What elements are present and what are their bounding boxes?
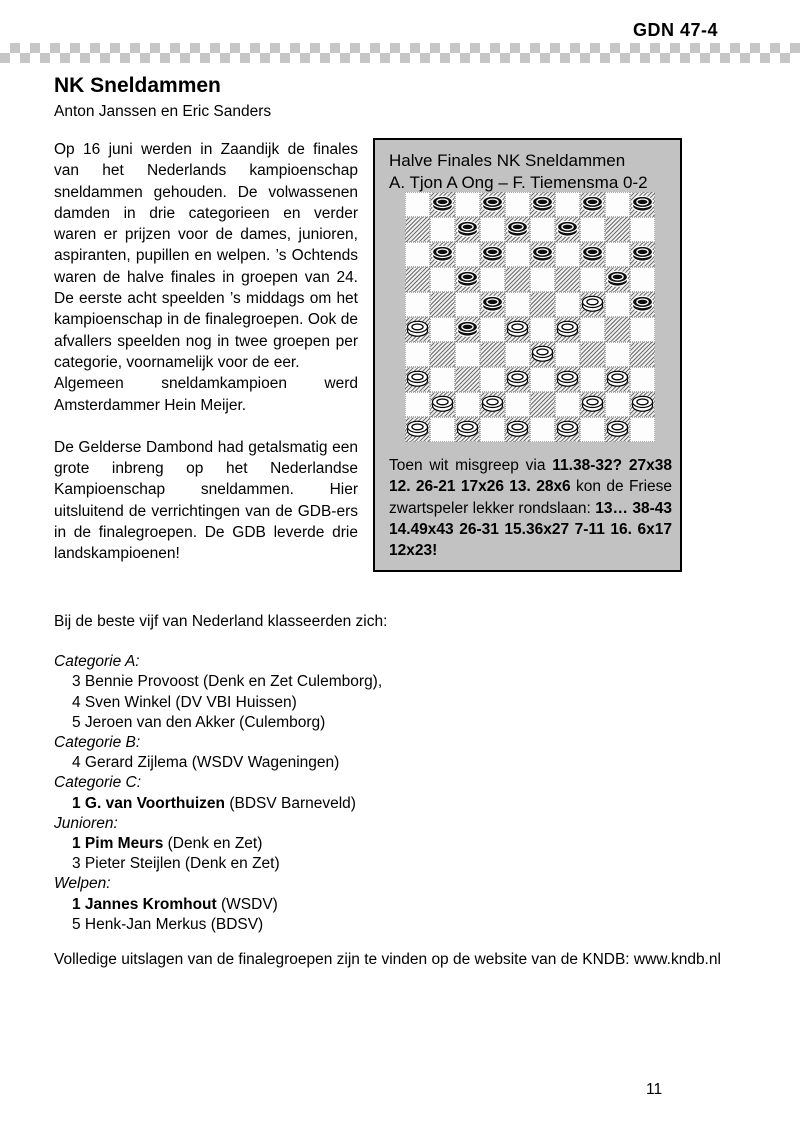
board-cell — [455, 217, 480, 242]
result-entry-bold: 1 G. van Voorthuizen — [72, 794, 226, 812]
white-piece — [405, 316, 430, 341]
white-piece — [580, 291, 605, 316]
white-piece — [430, 391, 455, 416]
paragraph: Algemeen sneldamkampioen werd Amsterdammer Hein Meijer. — [54, 375, 358, 414]
board-cell — [505, 392, 530, 417]
board-cell — [530, 192, 555, 217]
board-cell — [555, 367, 580, 392]
board-cell — [405, 392, 430, 417]
category-label: Categorie A: — [54, 653, 140, 671]
black-piece — [580, 241, 605, 266]
board-cell — [630, 192, 655, 217]
board-cell — [555, 317, 580, 342]
board-cell — [405, 342, 430, 367]
paragraph: De Gelderse Dambond had getalsmatig een grote inbreng op het Nederlandse Kampioenschap sneldammen. Hier uitsluitend de verrichtingen van de GDB-ers in de finalegroepen. De GDB leverde drie landskampioenen! — [54, 438, 358, 563]
gdb-paragraphs — [54, 437, 358, 565]
board-cell — [530, 367, 555, 392]
board-cell — [580, 242, 605, 267]
result-entry: 1 Jannes Kromhout (WSDV) — [72, 895, 278, 913]
category-label: Welpen: — [54, 875, 111, 893]
board-cell — [505, 292, 530, 317]
board-cell — [630, 317, 655, 342]
board-cell — [555, 267, 580, 292]
caption-text: kon de Friese zwartspeler lekker rondslaan: — [389, 478, 673, 517]
white-piece — [605, 416, 630, 441]
board-cell — [480, 267, 505, 292]
white-piece — [405, 416, 430, 441]
result-entry: 1 Pim Meurs (Denk en Zet) — [72, 835, 263, 853]
board-cell — [630, 367, 655, 392]
board-cell — [605, 192, 630, 217]
board-cell — [455, 242, 480, 267]
board-cell — [580, 292, 605, 317]
board-cell — [555, 417, 580, 442]
white-piece — [555, 316, 580, 341]
white-piece — [555, 366, 580, 391]
board-cell — [405, 417, 430, 442]
board-cell — [430, 342, 455, 367]
issue-reference: GDN 47-4 — [633, 20, 719, 40]
results-list — [54, 652, 746, 935]
diagram-players: A. Tjon A Ong – F. Tiemensma 0-2 — [389, 173, 648, 192]
board-cell — [605, 317, 630, 342]
result-entry: 3 Pieter Steijlen (Denk en Zet) — [72, 855, 280, 873]
black-piece — [530, 241, 555, 266]
board-cell — [455, 192, 480, 217]
black-piece — [580, 191, 605, 216]
intro-paragraphs — [54, 139, 358, 416]
board-cell — [430, 292, 455, 317]
board-cell — [480, 242, 505, 267]
black-piece — [630, 291, 655, 316]
white-piece — [405, 366, 430, 391]
board-cell — [430, 267, 455, 292]
result-entry: 5 Henk-Jan Merkus (BDSV) — [72, 915, 264, 933]
board-cell — [630, 392, 655, 417]
diagram-title: Halve Finales NK Sneldammen — [389, 151, 626, 170]
board-cell — [605, 242, 630, 267]
board-cell — [580, 392, 605, 417]
board-cell — [405, 367, 430, 392]
black-piece — [430, 191, 455, 216]
board-cell — [605, 392, 630, 417]
board-cell — [530, 267, 555, 292]
black-piece — [555, 216, 580, 241]
board-cell — [405, 317, 430, 342]
board-cell — [455, 267, 480, 292]
board-cell — [630, 417, 655, 442]
board-cell — [480, 417, 505, 442]
board-cell — [630, 292, 655, 317]
board-cell — [555, 342, 580, 367]
board-cell — [405, 217, 430, 242]
article-title: NK Sneldammen — [54, 74, 221, 97]
black-piece — [630, 241, 655, 266]
board-cell — [630, 267, 655, 292]
board-cell — [405, 242, 430, 267]
board-cell — [480, 192, 505, 217]
board-cell — [630, 217, 655, 242]
board-cell — [530, 417, 555, 442]
board-cell — [480, 317, 505, 342]
black-piece — [530, 191, 555, 216]
black-piece — [480, 241, 505, 266]
board-cell — [555, 192, 580, 217]
board-cell — [430, 242, 455, 267]
category-label: Junioren: — [54, 814, 118, 832]
results-section — [54, 612, 746, 935]
category-label: Categorie C: — [54, 774, 142, 792]
white-piece — [505, 366, 530, 391]
board-cell — [580, 317, 605, 342]
black-piece — [455, 216, 480, 241]
footer-note: Volledige uitslagen van de finalegroepen zijn te vinden op de website van de KNDB: www.kndb.nl — [54, 951, 721, 968]
result-entry: 1 G. van Voorthuizen (BDSV Barneveld) — [72, 794, 356, 812]
board-cell — [455, 367, 480, 392]
board-cell — [580, 417, 605, 442]
board-cell — [430, 192, 455, 217]
result-entry: 4 Gerard Zijlema (WSDV Wageningen) — [72, 754, 340, 772]
board-cell — [480, 342, 505, 367]
white-piece — [455, 416, 480, 441]
board-cell — [480, 392, 505, 417]
caption-move-sequence: 11.38-32? 27x38 12. 26-21 17x26 13. 28x6 — [389, 457, 672, 496]
board-cell — [555, 392, 580, 417]
board-cell — [555, 292, 580, 317]
body-text-column — [54, 139, 358, 565]
board-cell — [405, 292, 430, 317]
diagram-caption — [389, 455, 672, 561]
result-entry: 3 Bennie Provoost (Denk en Zet Culemborg), — [72, 673, 383, 691]
board-cell — [605, 342, 630, 367]
black-piece — [455, 316, 480, 341]
result-entry-bold: 1 Jannes Kromhout — [72, 895, 217, 913]
board-cell — [505, 192, 530, 217]
board-cell — [455, 392, 480, 417]
white-piece — [505, 416, 530, 441]
board-cell — [505, 242, 530, 267]
board-cell — [530, 217, 555, 242]
board-cell — [630, 342, 655, 367]
game-diagram-box — [373, 138, 682, 572]
board-cell — [630, 242, 655, 267]
board-cell — [505, 267, 530, 292]
board-cell — [555, 242, 580, 267]
result-entry: 5 Jeroen van den Akker (Culemborg) — [72, 713, 326, 731]
board-cell — [530, 292, 555, 317]
white-piece — [530, 341, 555, 366]
page-number: 11 — [646, 1081, 663, 1098]
results-intro: Bij de beste vijf van Nederland klasseerden zich: — [54, 613, 388, 630]
board-cell — [605, 367, 630, 392]
result-entry: 4 Sven Winkel (DV VBI Huissen) — [72, 693, 297, 711]
board-cell — [555, 217, 580, 242]
board-cell — [605, 417, 630, 442]
checkered-divider — [0, 43, 800, 63]
white-piece — [505, 316, 530, 341]
draughts-board — [405, 192, 655, 442]
board-cell — [580, 367, 605, 392]
board-cell — [530, 392, 555, 417]
board-cell — [580, 342, 605, 367]
white-piece — [555, 416, 580, 441]
board-cell — [405, 192, 430, 217]
white-piece — [480, 391, 505, 416]
board-cell — [455, 417, 480, 442]
white-piece — [605, 366, 630, 391]
result-entry-bold: 1 Pim Meurs — [72, 835, 164, 853]
board-cell — [530, 342, 555, 367]
board-cell — [505, 217, 530, 242]
board-cell — [430, 217, 455, 242]
black-piece — [605, 266, 630, 291]
board-cell — [580, 217, 605, 242]
board-cell — [430, 392, 455, 417]
board-cell — [505, 317, 530, 342]
board-cell — [455, 317, 480, 342]
caption-text: Toen wit misgreep via — [389, 457, 553, 474]
board-cell — [455, 292, 480, 317]
paragraph: Op 16 juni werden in Zaandijk de finales van het Nederlands kampioenschap sneldammen gehouden. De volwassenen damden in drie categorieen en verder waren er prijzen voor de dames, junioren, aspiranten, pupillen en welpen. ’s Ochtends waren de halve finales in groepen van 24. De eerste acht speelden ’s middags om het kampioenschap in de finalegroepen. Ook de afvallers speelden nog in twee groepen per categorie, voornamelijk voor de eer. — [54, 141, 358, 371]
caption-move-sequence: 13… 38-43 14.49x43 26-31 15.36x27 7-11 16. 6x17 12x23! — [389, 499, 672, 560]
board-cell — [480, 367, 505, 392]
white-piece — [630, 391, 655, 416]
white-piece — [580, 391, 605, 416]
board-cell — [480, 217, 505, 242]
article-authors: Anton Janssen en Eric Sanders — [54, 103, 272, 120]
board-cell — [505, 342, 530, 367]
board-cell — [530, 242, 555, 267]
board-cell — [605, 217, 630, 242]
black-piece — [505, 216, 530, 241]
board-cell — [430, 367, 455, 392]
board-cell — [580, 192, 605, 217]
board-cell — [605, 292, 630, 317]
board-cell — [530, 317, 555, 342]
black-piece — [480, 291, 505, 316]
board-cell — [430, 417, 455, 442]
board-cell — [455, 342, 480, 367]
category-label: Categorie B: — [54, 734, 141, 752]
black-piece — [455, 266, 480, 291]
black-piece — [630, 191, 655, 216]
board-cell — [580, 267, 605, 292]
black-piece — [430, 241, 455, 266]
board-cell — [405, 267, 430, 292]
board-cell — [430, 317, 455, 342]
board-cell — [480, 292, 505, 317]
board-cell — [505, 417, 530, 442]
board-cell — [605, 267, 630, 292]
black-piece — [480, 191, 505, 216]
board-cell — [505, 367, 530, 392]
